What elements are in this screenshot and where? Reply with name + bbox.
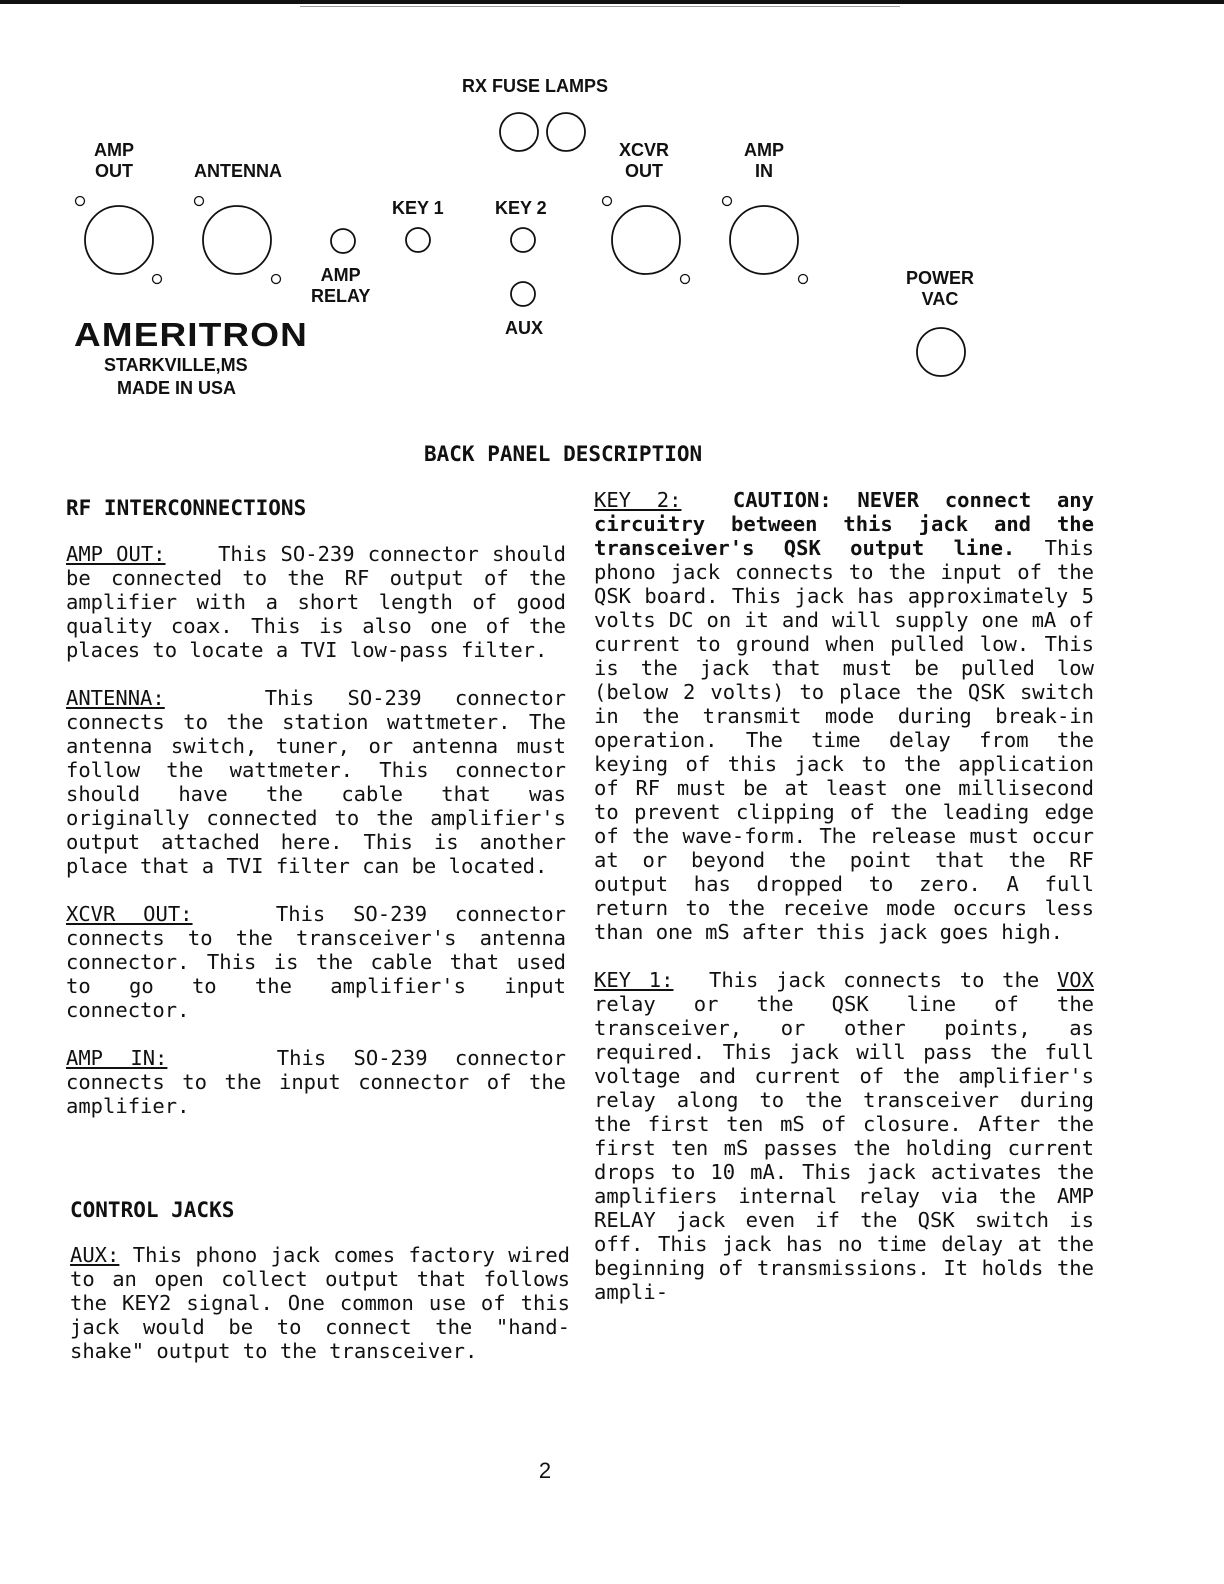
- key1-paragraph: [594, 968, 1094, 1304]
- amp-in-label-line2: IN: [755, 161, 773, 181]
- key2-paragraph: [594, 488, 1094, 944]
- amp-out-description: This SO-239 connector should be connected to the RF output of the amplifier with a short length of good quality coax. This is also one of the places to locate a TVI low-pass filter.: [66, 542, 567, 662]
- rx-fuse-lamps-label: RX FUSE LAMPS: [462, 76, 609, 96]
- xcvr-out-paragraph: [66, 902, 566, 1022]
- xcvr-out-screw-1-icon: [603, 197, 612, 206]
- xcvr-out-screw-2-icon: [681, 275, 690, 284]
- aux-panel-label: AUX: [505, 318, 544, 338]
- key1-panel-label: KEY 1: [392, 198, 444, 218]
- key2-caution: CAUTION: NEVER connect any circuitry between this jack and the transceiver's QSK output line.: [594, 488, 1094, 560]
- key1-description: relay or the QSK line of the transceiver, or other points, as required. This jack will pass the full voltage and current of the amplifier's relay along to the transceiver during the first ten mS of closure. After the first ten mS passes the holding current drops to 10 mA. This jack activates the amplifiers internal relay via the AMP RELAY jack even if the QSK switch is off. This jack has no time delay at the beginning of transmissions. It holds the ampli-: [594, 992, 1094, 1304]
- key2-description: This phono jack connects to the input of the QSK board. This jack has approximately 5 volts DC on it and will supply one mA of current to ground when pulled low. This is the jack that must be pulled low (below 2 volts) to place the QSK switch in the transmit mode during break-in operation. The time delay from the keying of this jack to the application of RF must be at least one millisecond to prevent clipping of the leading edge of the wave-form. The release must occur at or beyond the point that the RF output has dropped to zero. A full return to the receive mode occurs less than one mS after this jack goes high.: [594, 536, 1095, 944]
- amp-out-label-line1: AMP: [94, 140, 134, 160]
- antenna-term: ANTENNA:: [66, 686, 165, 710]
- key2-jack-icon: [511, 228, 535, 252]
- amp-out-term: AMP OUT:: [66, 542, 166, 566]
- xcvr-out-panel-label: [619, 140, 669, 182]
- key2-panel-label: KEY 2: [495, 198, 547, 218]
- amp-out-screw-1-icon: [76, 197, 85, 206]
- rx-fuse-lamp-1-icon: [500, 113, 538, 151]
- xcvr-out-label-line1: XCVR: [619, 140, 670, 160]
- amp-out-label-line2: OUT: [95, 161, 133, 181]
- amp-out-paragraph: [66, 542, 566, 662]
- left-column-rf: [66, 542, 566, 1118]
- rf-interconnections-heading: RF INTERCONNECTIONS: [66, 496, 307, 520]
- antenna-screw-1-icon: [195, 197, 204, 206]
- amp-in-screw-1-icon: [723, 197, 732, 206]
- amp-in-label-line1: AMP: [744, 140, 784, 160]
- control-jacks-heading: CONTROL JACKS: [70, 1198, 235, 1222]
- amp-out-panel-label: [94, 140, 134, 182]
- aux-term: AUX:: [70, 1243, 120, 1267]
- aux-paragraph: [70, 1243, 570, 1363]
- amp-relay-label-line1: AMP: [320, 265, 361, 285]
- city-label: STARKVILLE,MS: [104, 355, 248, 375]
- antenna-connector-icon: [203, 206, 271, 274]
- amp-out-screw-2-icon: [153, 275, 162, 284]
- rx-fuse-lamp-2-icon: [547, 113, 585, 151]
- aux-jack-icon: [511, 282, 535, 306]
- amp-relay-jack-icon: [331, 229, 355, 253]
- key1-term: KEY 1:: [594, 968, 674, 992]
- made-in-label: MADE IN USA: [117, 378, 237, 398]
- amp-in-connector-icon: [730, 206, 798, 274]
- xcvr-out-term: XCVR OUT:: [66, 902, 193, 926]
- amp-relay-label-line2: RELAY: [311, 286, 371, 306]
- amp-in-screw-2-icon: [799, 275, 808, 284]
- page-number: 2: [538, 1458, 552, 1483]
- power-vac-panel-label: [906, 268, 974, 310]
- antenna-screw-2-icon: [272, 275, 281, 284]
- power-vac-label-line1: POWER: [906, 268, 975, 288]
- key1-description-start: This jack connects to the: [708, 968, 1040, 992]
- amp-in-term: AMP IN:: [66, 1046, 168, 1070]
- right-column: [594, 488, 1094, 1304]
- amp-in-paragraph: [66, 1046, 566, 1118]
- xcvr-out-description: This SO-239 connector connects to the transceiver's antenna connector. This is the cable that used to go to the amplifier's input connector.: [66, 902, 566, 1022]
- amp-relay-panel-label: [311, 265, 370, 307]
- left-column-control: [70, 1243, 570, 1363]
- power-vac-connector-icon: [917, 328, 965, 376]
- ameritron-logo: AMERITRON: [74, 316, 308, 353]
- vox-term: VOX: [1056, 968, 1094, 992]
- power-vac-label-line2: VAC: [921, 289, 959, 309]
- amp-out-connector-icon: [85, 206, 153, 274]
- xcvr-out-connector-icon: [612, 206, 680, 274]
- aux-description: This phono jack comes factory wired to an open collect output that follows the KEY2 signal. One common use of this jack would be to connect the "hand-shake" output to the transceiver.: [70, 1243, 571, 1363]
- xcvr-out-label-line2: OUT: [625, 161, 663, 181]
- key2-term: KEY 2:: [594, 488, 682, 512]
- antenna-panel-label: ANTENNA: [194, 161, 282, 181]
- amp-in-description: This SO-239 connector connects to the input connector of the amplifier.: [66, 1046, 566, 1118]
- amp-in-panel-label: [744, 140, 784, 182]
- key1-jack-icon: [406, 228, 430, 252]
- antenna-paragraph: [66, 686, 566, 878]
- antenna-description: This SO-239 connector connects to the station wattmeter. The antenna switch, tuner, or antenna must follow the wattmeter. This connector should have the cable that was originally connected to the amplifier's output attached here. This is another place that a TVI filter can be located.: [66, 686, 566, 878]
- page-title: BACK PANEL DESCRIPTION: [424, 442, 703, 466]
